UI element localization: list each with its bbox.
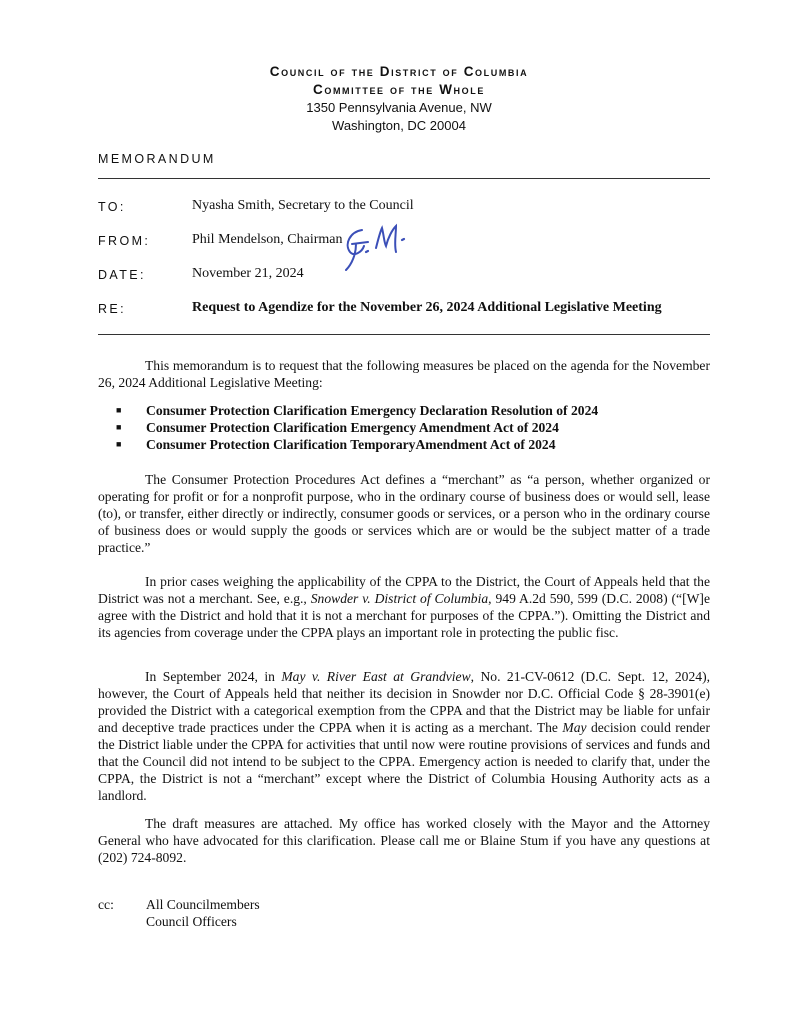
header-committee-name: Committee of the Whole [313,82,485,97]
date-value: November 21, 2024 [192,266,304,281]
case-citation-may: May v. River East at Grandview [281,669,471,684]
memorandum-label: MEMORANDUM [98,152,216,166]
bullet-icon: ■ [116,422,122,432]
cc-recipient: Council Officers [146,914,237,929]
re-label: RE: [98,302,127,316]
to-label: TO: [98,200,126,214]
to-value: Nyasha Smith, Secretary to the Council [192,198,414,213]
from-label: FROM: [98,234,151,248]
cc-label: cc: [98,897,114,912]
date-label: DATE: [98,268,146,282]
measure-item: ■ Consumer Protection Clarification TemporaryAmendment Act of 2024 [116,437,556,452]
paragraph-prior-cases: In prior cases weighing the applicability of the CPPA to the District, the Court of Appeals held that the District was not a merchant. See, e.g., Snowder v. District of Columbia, 949 A.2d 590, 599 (D.C. 2008) (“[W]e agree with the District and hold that it is not a merchant for purposes of the CPPA.”). Omitting the District and its agencies from coverage under the CPPA plays an important role in protecting the public fisc. [98,574,710,640]
bottom-divider [98,334,710,335]
intro-paragraph: This memorandum is to request that the following measures be placed on the agenda for the November 26, 2024 Additional Legislative Meeting: [98,358,710,390]
cc-recipient: All Councilmembers [146,897,260,912]
top-divider [98,178,710,179]
paragraph-merchant-definition: The Consumer Protection Procedures Act defines a “merchant” as “a person, whether organized or operating for profit or for a nonprofit purpose, who in the ordinary course of business does or would sell, lease (to), or transfer, either directly or indirectly, consumer goods or services, or a person who in the ordinary course of business does or would supply the goods or services which are or would be the subject matter of a trade practice.” [98,472,710,555]
re-value: Request to Agendize for the November 26, 2024 Additional Legislative Meeting [192,300,662,315]
header-council-name: Council of the District of Columbia [269,64,529,79]
paragraph-draft-measures: The draft measures are attached. My office has worked closely with the Mayor and the Attorney General who have advocated for this clarification. Please call me or Blaine Stum if you have any questions at (202) 724-8092. [98,816,710,865]
case-citation-snowder: Snowder v. District of Columbia [310,591,489,606]
header-address-street: 1350 Pennsylvania Avenue, NW [306,100,492,115]
from-value: Phil Mendelson, Chairman [192,232,343,247]
bullet-icon: ■ [116,405,122,415]
signature-initials [336,222,416,274]
measure-item: ■ Consumer Protection Clarification Emergency Amendment Act of 2024 [116,420,559,435]
measure-item: ■ Consumer Protection Clarification Emergency Declaration Resolution of 2024 [116,403,599,418]
bullet-icon: ■ [116,439,122,449]
header-address-city: Washington, DC 20004 [332,118,466,133]
paragraph-may-decision: In September 2024, in May v. River East at Grandview, No. 21-CV-0612 (D.C. Sept. 12, 2024), however, the Court of Appeals held that neither its decision in Snowder nor D.C. Official Code § 28-3901(e) provided the District with a categorical exemption from the CPPA and that the District may be liable for unfair and deceptive trade practices under the CPPA when it is acting as a merchant. The May decision could render the District liable under the CPPA for activities that until now were routine provisions of services and funds and that the Council did not intend to be subject to the CPPA. Emergency action is needed to clarify that, under the CPPA, the District is not a “merchant” except where the District of Columbia Housing Authority acts as a landlord. [98,669,710,803]
